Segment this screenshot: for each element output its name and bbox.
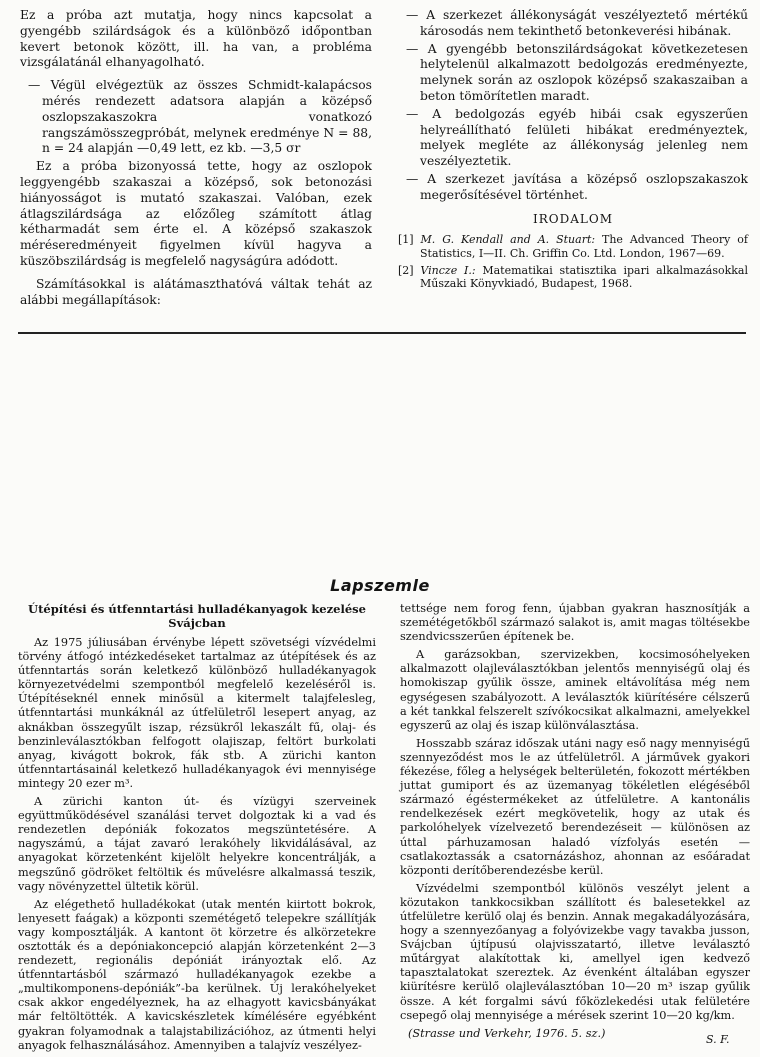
paragraph: Számításokkal is alátámaszthatóvá váltak tehát az alábbi megállapítások: (20, 276, 372, 307)
conclusion-item: — A szerkezet javítása a középső oszlopszakaszok megerősítésével történhet. (406, 171, 748, 202)
paragraph: Ez a próba bizonyossá tette, hogy az oszlopok leggyengébb szakaszai a középső, sok betonozási hiányosságot is mutató szakaszai. Valóban, ezek átlagszilárdsága az előzőleg számított átlag kétharmadát sem érte el. A középső szakaszok méréseredményeit figyelmen kívül hagyva a küszöbszilárdság is megfelelő nagyságúra adódott. (20, 159, 372, 268)
section-divider (18, 332, 746, 334)
article-paragraph: Vízvédelmi szempontból különös veszélyt jelent a közutakon tankkocsikban szállított és balesetekkel az útfelületre kerülő olaj és benzin. Annak megakadályozására, hogy a szennyezőanyag a folyóvizekbe vagy tavakba jusson, Svájcban újtípusú olajvisszatartó, illetve leválasztó műtárgyat alakítottak ki, amellyel igen kedvező tapasztalatokat szereztek. Az évenként általában egyszer kiürítésre kerülő olajleválasztóban 10—20 m³ iszap gyűlik össze. A két forgalmi sávú főközlekedési utak felületére csepegő olaj mennyisége a mérések szerint 10—20 kg/km. (400, 881, 750, 1022)
article-left-column (18, 602, 376, 1057)
article-title: Útépítési és útfenntartási hulladékanyagok kezelése Svájcban (28, 602, 366, 630)
article-paragraph: Az elégethető hulladékokat (utak mentén kiirtott bokrok, lenyesett faágak) a központi szemétégető telepekre szállítják vagy komposztálják. A kantont öt körzetre és alkörzetekre osztották és a depóniakoncepció alapján körzetenként 2—3 rendezett, regionális depóniát irányoztak elő. Az útfenntartásból származó hulladékanyagok ezekbe a „multikomponens-depóniák”-ba kerülnek. Új lerakóhelyeket csak akkor engedélyeznek, ha az elhagyott kavicsbányákat már feltöltötték. A kavicskészletek kímélésére egyébként gyakran folyamodnak a talajstabilizációhoz, az útmenti helyi anyagok felhasználásához. Amennyiben a talajvíz veszélyez- (18, 897, 376, 1052)
article-source: (Strasse und Verkehr, 1976. 5. sz.) (408, 1026, 606, 1040)
article-paragraph: tettsége nem forog fenn, újabban gyakran hasznosítják a szemétégetőkből származó salakot is, amit magas töltésekbe szendvicsszerűen építenek be. (400, 602, 750, 644)
article-paragraph: A garázsokban, szervizekben, kocsimosóhelyeken alkalmazott olajleválasztókban jelentős mennyiségű olaj és homokiszap gyűlik össze, aminek eltávolítása még nem egységesen szabályozott. A leválasztók kiürítésére célszerű a két tankkal felszerelt szívókocsikat alkalmazni, amelyekkel egyszerű az olaj és iszap különválasztása. (400, 648, 750, 732)
conclusion-item: — A gyengébb betonszilárdságokat következetesen helytelenül alkalmazott bedolgozás eredményezte, melynek során az oszlopok középső szakaszaiban a beton tömörítetlen maradt. (406, 41, 748, 103)
top-left-column (20, 8, 372, 315)
paragraph: Ez a próba azt mutatja, hogy nincs kapcsolat a gyengébb szilárdságok és a különböző időpontban kevert betonok között, ill. ha van, a probléma vizsgálatánál elhanyagolható. (20, 8, 372, 70)
reference-number: [1] (398, 233, 414, 247)
reference-authors: M. G. Kendall and A. Stuart: (420, 233, 596, 247)
article-right-column (400, 602, 750, 1045)
reference-item (398, 233, 748, 259)
article-paragraph: A zürichi kanton út- és vízügyi szerveinek együttműködésével szanálási tervet dolgoztak ki a vad és rendezetlen depóniák fokozatos megszüntetésére. A nagyszámú, a tájat zavaró lerakóhely likvidálásával, az anyagokat körzetenként kijelölt helyekre koncentrálják, a megszűnő gödröket feltöltik és művelésre alkalmassá teszik, vagy növényzettel ültetik körül. (18, 795, 376, 893)
reference-number: [2] (398, 263, 414, 277)
article-paragraph: Az 1975 júliusában érvénybe lépett szövetségi vízvédelmi törvény átfogó intézkedéseket tartalmaz az útépítések és az útfenntartás során keletkező különböző hulladékanyagok környezetvédelmi szempontból megfelelő kezeléséről is. Útépítéseknél ennek minősül a kitermelt talajfelesleg, útfenntartási munkáknál az útfelületről lesepert anyag, az aknákban összegyűlt iszap, rézsükről lekaszált fű, olaj- és benzinleválasztókban felfogott olajiszap, feltört burkolati anyag, kivágott bokrok, fák stb. A zürichi kanton útfenntartásainál keletkező hulladékanyagok évi mennyisége mintegy 20 ezer m³. (18, 636, 376, 790)
reference-text: Matematikai statisztika ipari alkalmazásokkal Műszaki Könyvkiadó, Budapest, 1968. (420, 263, 748, 290)
conclusion-item: — A bedolgozás egyéb hibái csak egyszerűen helyreállítható felületi hibákat eredményeztek, melyek megléte az állékonyság jelenleg nem veszélyeztetik. (406, 106, 748, 169)
section-title: Lapszemle (330, 576, 430, 595)
conclusion-item: — A szerkezet állékonyságát veszélyeztető mértékű károsodás nem tekinthető betonkeverési hibának. (406, 8, 748, 38)
reference-text: The Advanced Theory of Statistics, I—II. Ch. Griffin Co. Ltd. London, 1967—69. (420, 233, 748, 260)
references-heading: IRODALOM (533, 211, 613, 226)
reference-authors: Vincze I.: (420, 263, 476, 277)
top-right-column (398, 8, 748, 294)
article-paragraph: Hosszabb száraz időszak utáni nagy eső nagy mennyiségű szennyeződést mos le az útfelületről. A járművek gyakori fékezése, főleg a helységek belterületén, fokozott mértékben juttat gumiport és az üzemanyag tökéletlen elégéséből származó égéstermékeket az útfelületre. A kantonális rendelkezések ezért megkövetelik, hogy az utak és parkolóhelyek vízelvezető berendezéseit — különösen az úttal párhuzamosan haladó vízfolyás esetén — csatlakoztassák a csatornázáshoz, ahonnan az esőáradat központi derítőberendezésbe kerül. (400, 736, 750, 877)
reference-item (398, 264, 748, 290)
paragraph: — Végül elvégeztük az összes Schmidt-kalapácsos mérés rendezett adatsora alapján a középső oszlopszakaszokra vonatkozó rangszámösszegpróbát, melynek eredménye N = 88, n = 24 alapján —0,49 lett, ez kb. —3,5 σr (28, 78, 372, 156)
author-signature: S. F. (706, 1033, 730, 1046)
